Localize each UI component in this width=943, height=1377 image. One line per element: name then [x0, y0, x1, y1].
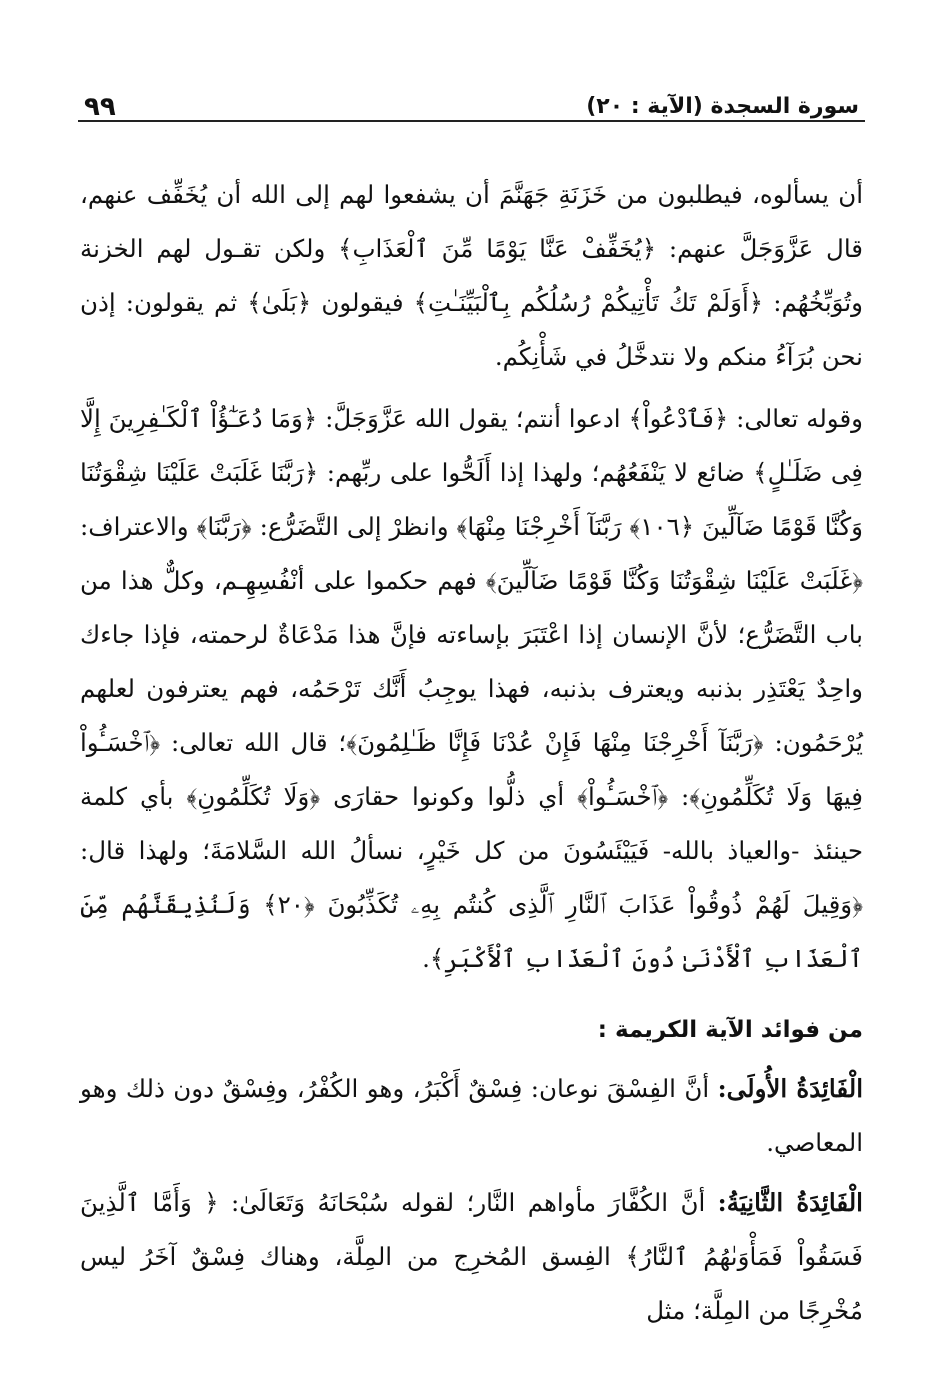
benefit-2-label: الْفَائِدَةُ الثَّانِيَةُ:: [717, 1188, 863, 1217]
benefit-1: [80, 1062, 863, 1170]
page-number: ٩٩: [84, 92, 116, 122]
header-divider: [78, 120, 865, 122]
benefit-1-text: أنَّ الفِسْقَ نوعان: فِسْقٌ أَكْبَرُ، وهو الكُفْرُ، وفِسْقٌ دون ذلك وهو المعاصي.: [80, 1074, 863, 1157]
paragraph-commentary: وقوله تعالى: ﴿فَٱدْعُواْ﴾ ادعوا أنتم؛ يقول الله عَزَّوَجَلَّ: ﴿وَمَا دُعَـٰٓؤُاْ ٱلْكَـٰفِرِينَ إِلَّا فِى ضَلَـٰلٍ﴾ ضائع لا يَنْفَعُهُم؛ ولهذا إذا أَلَحُّوا على ربِّهم: ﴿رَبَّنَا غَلَبَتْ عَلَيْنَا شِقْوَتُنَا وَكُنَّا قَوْمًا ضَآلِّينَ ﴿١٠٦﴾ رَبَّنَآ أَخْرِجْنَا مِنْهَا﴾ وانظرْ إلى التَّضَرُّع: ﴿رَبَّنَا﴾ والاعتراف: ﴿غَلَبَتْ عَلَيْنَا شِقْوَتُنَا وَكُنَّا قَوْمًا ضَآلِّينَ﴾ فهم حكموا على أنْفُسِهِـم، وكلٌّ هذا من باب التَّضَرُّع؛ لأنَّ الإنسان إذا اعْتَبَرَ بإساءته فإنَّ هذا مَدْعَاةٌ لرحمته، فإذا جاءك واحِدٌ يَعْتَذِر بذنبه ويعترف بذنبه، فهذا يوجِبُ أَنَّك تَرْحَمُه، فهم يعترفون لعلهم يُرْحَمُون: ﴿رَبَّنَآ أَخْرِجْنَا مِنْهَا فَإِنْ عُدْنَا فَإِنَّا ظَـٰلِمُونَ﴾؛ قال الله تعالى: ﴿ٱخْسَـُٔواْ فِيهَا وَلَا تُكَلِّمُونِ﴾: ﴿ٱخْسَـُٔواْ﴾ أي ذلُّوا وكونوا حقارَى ﴿وَلَا تُكَلِّمُونِ﴾ بأي كلمة حينئذ -والعياذ بالله- فَيَيْئَسُونَ من كل خَيْرٍ، نسألُ الله السَّلامَةَ؛ ولهذا قال: ﴿وَقِيلَ لَهُمْ ذُوقُواْ عَذَابَ ٱلنَّارِ ٱلَّذِى كُنتُم بِهِۦ تُكَذِّبُونَ ﴿٢٠﴾ وَلَنُذِيقَنَّهُم مِّنَ ٱلْعَذَابِ ٱلْأَدْنَىٰ دُونَ ٱلْعَذَابِ ٱلْأَكْبَرِ﴾.: [80, 404, 863, 973]
benefit-2-text: أنَّ الكُفَّارَ مأواهم النَّار؛ لقوله سُبْحَانَهُ وَتَعَالَىٰ: ﴿ وَأَمَّا ٱلَّذِينَ فَسَقُواْ فَمَأْوَىٰهُمُ ٱلنَّارُ﴾ الفِسق المُخرِج من المِلَّة، وهناك فِسْقٌ آخَرُ ليس مُخْرِجًا من المِلَّة؛ مثل: [80, 1188, 863, 1325]
benefit-1-label: الْفَائِدَةُ الأُولَى:: [717, 1074, 864, 1103]
paragraph-intro: أن يسألوه، فيطلبون من خَزَنَةِ جَهَنَّمَ أن يشفعوا لهم إلى الله أن يُخَفِّف عنهم، قال عَزَّوَجَلَّ عنهم: ﴿يُخَفِّفْ عَنَّا يَوْمًا مِّنَ ٱلْعَذَابِ﴾ ولكن تقـول لهم الخزنة وتُوَبِّخُهُم: ﴿أَوَلَمْ تَكُ تَأْتِيكُمْ رُسُلُكُم بِٱلْبَيِّنَـٰتِ﴾ فيقولون ﴿بَلَىٰ﴾ ثم يقولون: إذن نحن بُرَآءُ منكم ولا نتدخَّلُ في شَأْنِكُم.: [80, 180, 863, 371]
page-body: [80, 168, 863, 1344]
benefit-2: [80, 1176, 863, 1338]
section-heading: من فوائد الآية الكريمة :: [597, 1017, 863, 1043]
page-header: [78, 88, 865, 122]
chapter-title: سورة السجدة (الآية : ٢٠): [586, 94, 859, 119]
